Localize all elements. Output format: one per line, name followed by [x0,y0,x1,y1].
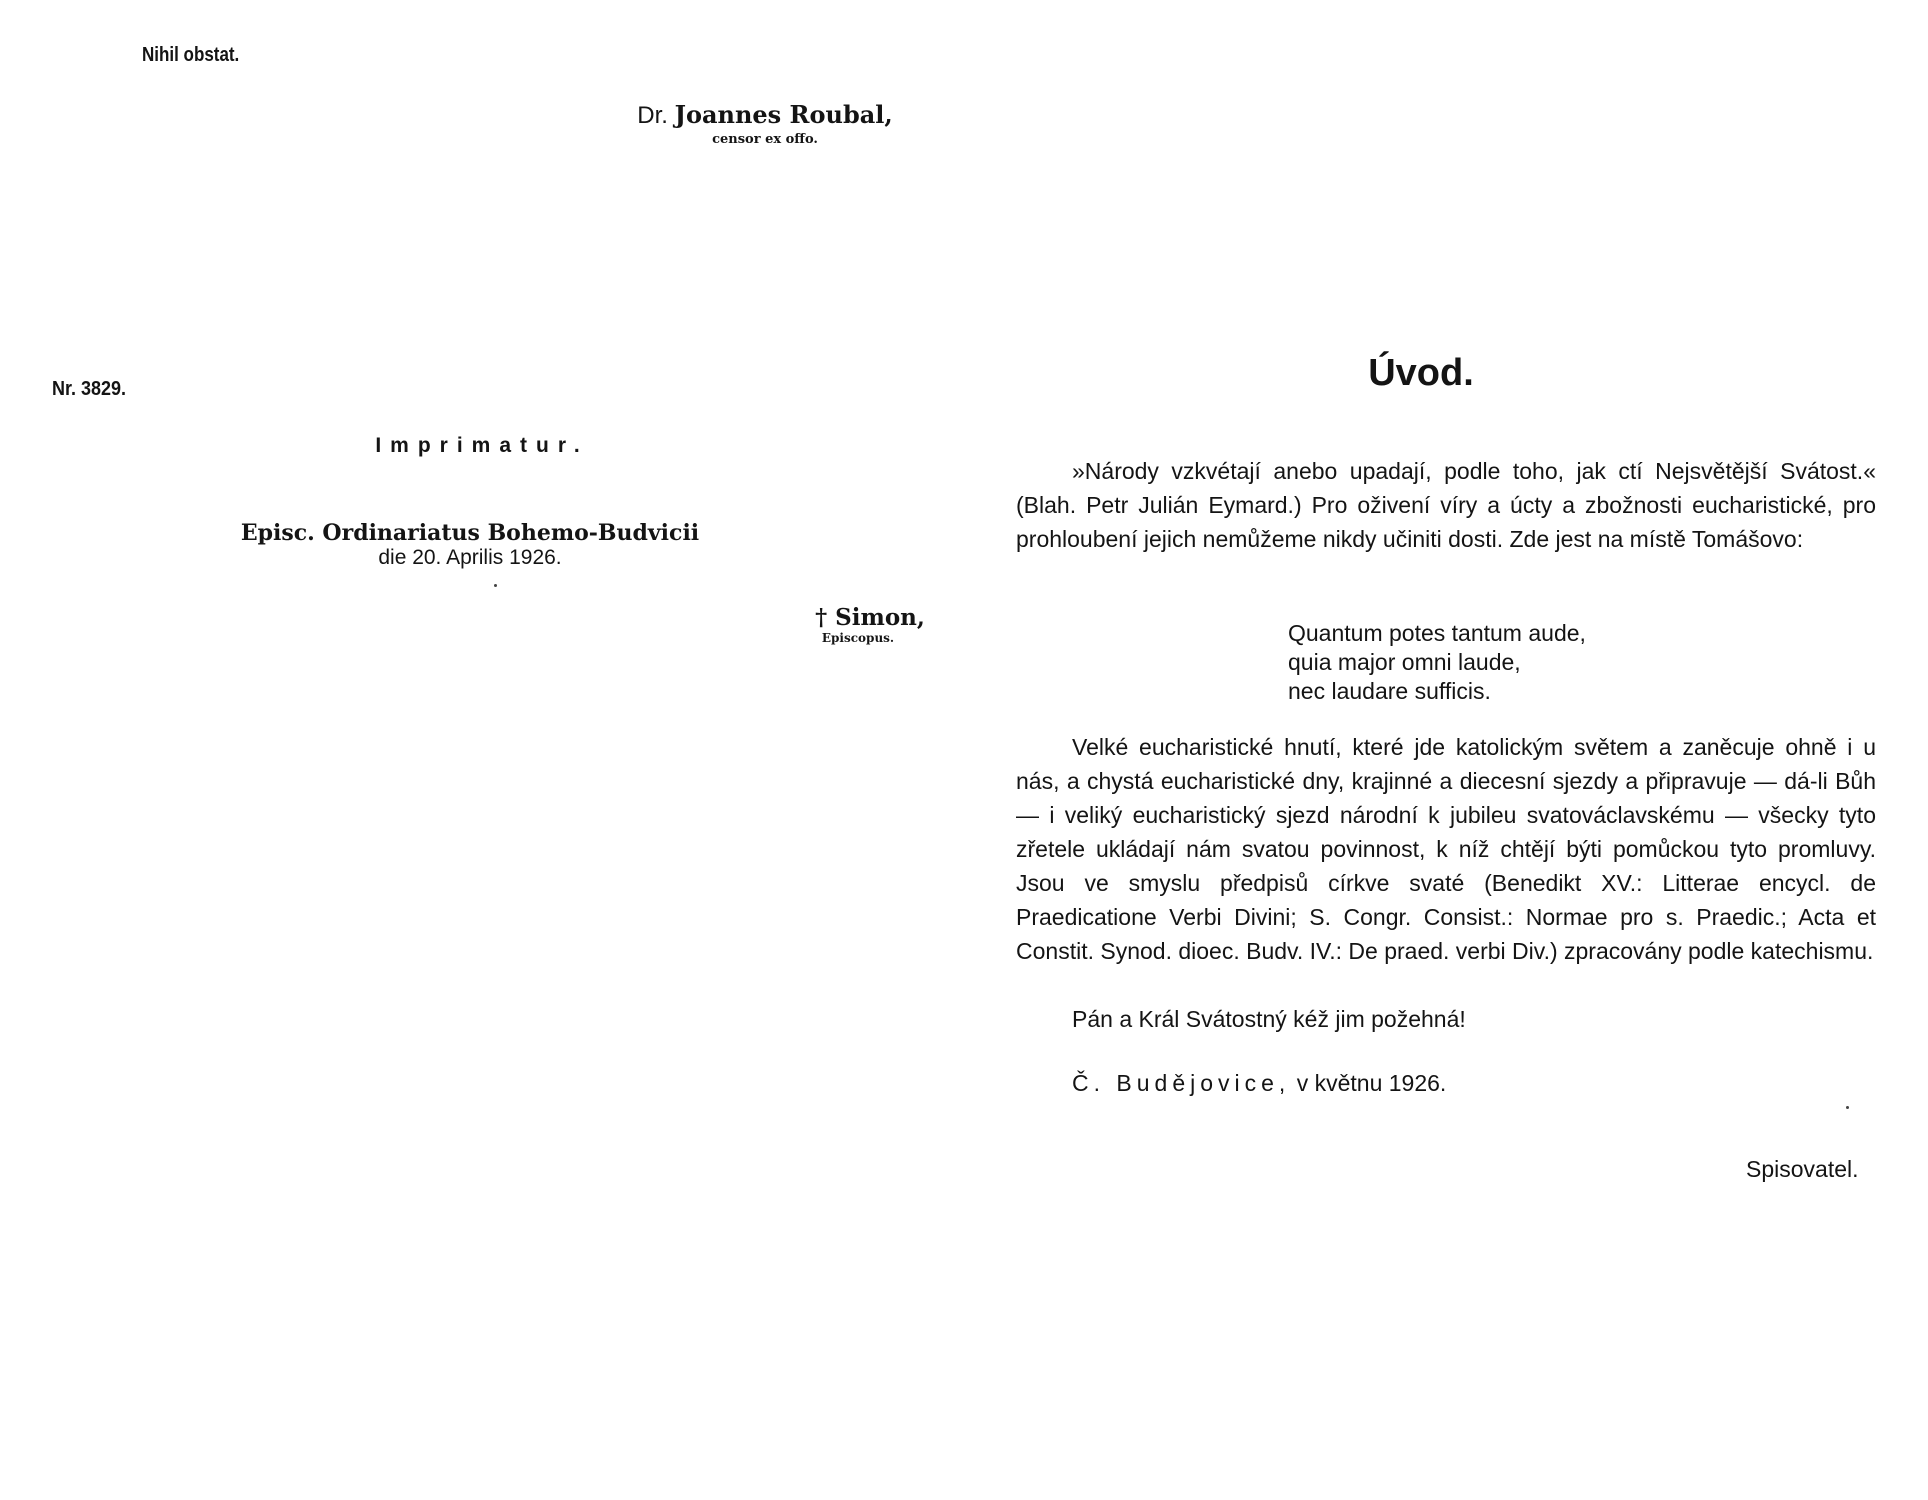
imprimatur-heading: Imprimatur. [375,434,589,457]
verse-line: Quantum potes tantum aude, [1288,620,1586,646]
blessing-line: Pán a Král Svátostný kéž jim požehná! [1072,1006,1466,1032]
nihil-obstat-label: Nihil obstat. [142,44,240,66]
verse-line: quia major omni laude, [1288,649,1521,675]
censor-title: censor ex offo. [712,132,818,147]
print-speck [1846,1106,1849,1109]
bishop-signature-block [780,604,960,645]
bishop-name: † Simon, [815,604,925,631]
document-number: Nr. 3829. [52,378,127,400]
ordinariate-block [140,520,800,570]
main-paragraph-text: Velké eucharistické hnutí, které jde katolickým světem a zaněcuje ohně i u nás, a chystá eucharistické dny, krajinné a diecesní sjezdy a připravuje — dá-li Bůh — i veliký eucharistický sjezd národní k jubileu svatováclavskému — všecky tyto zřetele ukládají nám svatou povinnost, k níž chtějí býti pomůckou tyto promluvy. Jsou ve smyslu předpisů církve svaté (Benedikt XV.: Litterae encycl. de Praedicatione Verbi Divini; S. Congr. Consist.: Normae pro s. Praedic.; Acta et Constit. Synod. dioec. Budv. IV.: De praed. verbi Div.) zpracovány podle katechismu. [1016,734,1876,964]
censor-signature-block [600,100,930,147]
right-page [964,0,1928,1500]
date-text: v květnu 1926. [1296,1070,1447,1096]
print-speck [494,584,497,587]
bishop-title: Episcopus. [821,631,895,645]
ordinariate-date: die 20. Aprilis 1926. [378,546,562,569]
verse-line: nec laudare sufficis. [1288,678,1491,704]
intro-paragraph [1016,454,1876,556]
ordinariate-name: Episc. Ordinariatus Bohemo-Budvicii [240,520,700,546]
censor-name-line [600,100,930,130]
censor-name: Joannes Roubal, [674,100,893,129]
censor-prefix: Dr. [637,102,668,129]
place-date-line [1072,1070,1446,1097]
main-paragraph [1016,730,1876,968]
intro-paragraph-text: »Národy vzkvétají anebo upadají, podle toho, jak ctí Nejsvětější Svátost.« (Blah. Petr Julián Eymard.) Pro oživení víry a úcty a zbožnosti eucharistické, pro prohloubení jejich nemůžeme nikdy učiniti dosti. Zde jest na místě Tomášovo: [1016,458,1876,552]
place-name: Č. Budějovice, [1072,1070,1291,1096]
author-signature: Spisovatel. [1746,1156,1859,1182]
verse-block [1288,619,1586,706]
section-title: Úvod. [1368,352,1474,394]
